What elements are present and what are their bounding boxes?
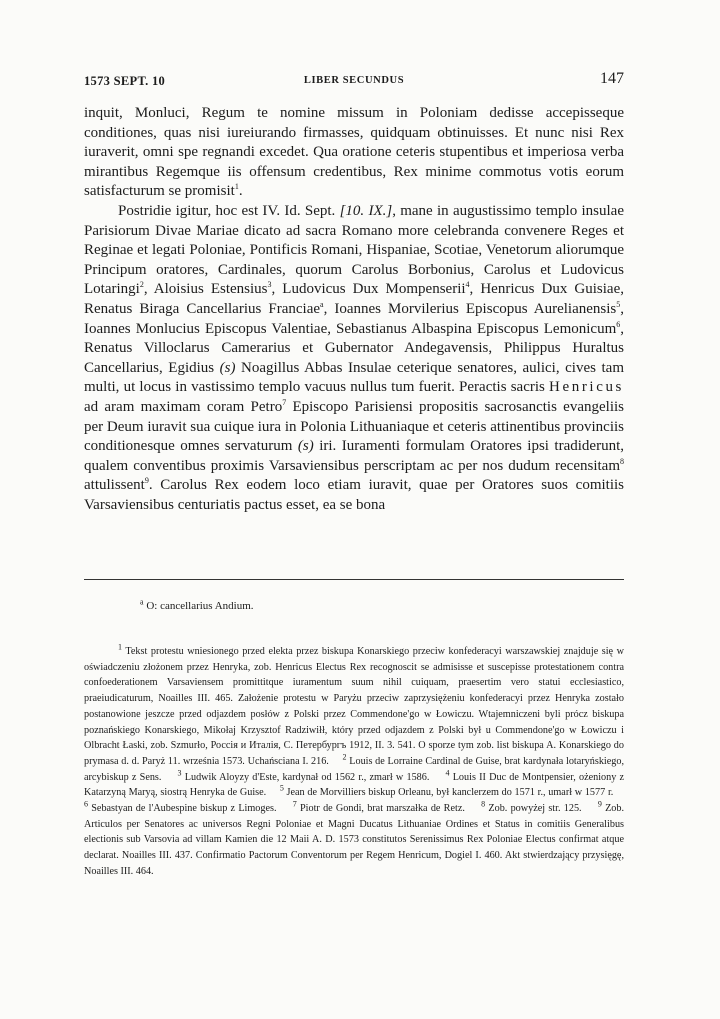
text-run: attulissent bbox=[84, 477, 145, 494]
footnote-9: Zob. Articulos per Senatores ac universos Regni Poloniae et Magni Ducatus Lithuaniae Ordines et Status in comitiis Generalibus electionis sub Varsovia ad villam Kamien die 12 Maii A. D. 1573 constitutos Serenissimus Rex Poloniae Electus confirmat atque declarat. Noailles III. 437. Confirmatio Pactorum Conventorum per Regem Henricum, Dogiel I. 460. Akt stwierdzający przysięgę, Noailles III. 464. bbox=[84, 803, 625, 877]
footnote-6: Sebastyan de l'Aubespine biskup z Limoges. bbox=[91, 803, 277, 815]
footnote-ref-6: 6 bbox=[616, 319, 621, 329]
footnote-num-5: 5 bbox=[279, 783, 284, 793]
header-book-title: LIBER SECUNDUS bbox=[303, 75, 405, 86]
footnotes bbox=[84, 644, 624, 880]
text-run: , Henricus Dux Guisiae, Renatus Biraga Cancellarius Franciae bbox=[84, 281, 624, 317]
footnote-4: Louis II Duc de Montpensier, ożeniony z Katarzyną Maryą, siostrą Henryka de Guise. bbox=[84, 771, 625, 799]
footnote-num-9: 9 bbox=[597, 799, 602, 809]
editor-date: [10. IX.] bbox=[339, 202, 393, 219]
text-run: Postridie igitur, hoc est IV. Id. Sept. bbox=[118, 202, 340, 219]
footnote-num-1: 1 bbox=[118, 642, 122, 652]
footnote-7: Piotr de Gondi, brat marszałka de Retz. bbox=[300, 803, 465, 815]
footnote-8: Zob. powyżej str. 125. bbox=[488, 803, 582, 815]
text-run: , Ludovicus Dux Mompenserii bbox=[271, 281, 466, 298]
footnote-num-7: 7 bbox=[292, 799, 297, 809]
footnote-num-6: 6 bbox=[84, 799, 88, 809]
footnote-ref-9: 9 bbox=[144, 476, 149, 486]
footnote-2: Louis de Lorraine Cardinal de Guise, brat kardynała lotaryńskiego, arcybiskup z Sens. bbox=[84, 755, 624, 783]
text-run: iri. Iuramenti formulam Oratores ipsi tradiderunt, qualem conventibus proximis Varsaviensibus perscriptam ac per nos dudum recensitam bbox=[84, 438, 624, 474]
text-run: , mane in augustissimo templo insulae Parisiorum Divae Mariae dicato ad sacra Romano more celebranda convenere Reges et Reginae et legati Poloniae, Pontificis Romani, Hispaniae, Scotiae, Venetorum aliorumque Principum oratores, Cardinales, quorum Carolus Borbonius, Carolus et Ludovicus Lotaringi bbox=[84, 202, 624, 298]
footnote-ref-3: 3 bbox=[267, 280, 272, 290]
text-run: . Carolus Rex eodem loco etiam iuravit, quae per Oratores suos comitiis Varsaviensibus centuriatis pactus esset, ea se bona bbox=[84, 477, 624, 513]
footnote-5: Jean de Morvilliers biskup Orleanu, był kanclerzem do 1571 r., umarł w 1577 r. bbox=[286, 787, 614, 799]
variant-text: O: cancellarius Andium. bbox=[146, 600, 254, 612]
text-run: , Aloisius Estensius bbox=[143, 281, 268, 298]
text-run: , Ioannes Morvilerius Episcopus Aurelianensis bbox=[323, 300, 617, 317]
text-run: , Renatus Villoclarus Camerarius et Gubernator Andegavensis, Philippus Huraltus Cancellarius, Egidius bbox=[84, 320, 624, 376]
text-run: , Ioannes Monlucius Episcopus Valentiae, Sebastianus Albaspina Episcopus Lemonicum bbox=[84, 300, 624, 337]
footnote-ref-5: 5 bbox=[616, 299, 621, 309]
header-date: 1573 SEPT. 10 bbox=[84, 74, 166, 88]
editor-mark: (s) bbox=[219, 359, 236, 376]
footnote-ref-7: 7 bbox=[282, 397, 287, 407]
footnote-num-3: 3 bbox=[177, 768, 182, 778]
variant-note bbox=[140, 597, 254, 612]
footnote-ref-4: 4 bbox=[465, 280, 470, 290]
spaced-name-henricus: Henricus bbox=[549, 379, 624, 396]
footnote-divider bbox=[84, 579, 624, 580]
footnote-ref-8: 8 bbox=[620, 456, 624, 466]
text-run: Episcopo Parisiensi propositis sacrosanctis evangeliis per Deum iuravit sua cuique iura in Polonia Lithuaniaque et ceteris attinentibus provinciis conditionesque omnes servaturum bbox=[84, 398, 624, 455]
footnote-ref-1: 1 bbox=[234, 182, 239, 192]
text-run: . bbox=[238, 183, 243, 200]
text-run: Noagillus Abbas Insulae ceterique senatores, aulici, cives tam multi, ut locus in vastissimo templo vacuus nullus tum fuerit. Peractis sacris bbox=[84, 359, 624, 396]
footnote-3: Ludwik Aloyzy d'Este, kardynał od 1562 r., zmarł w 1586. bbox=[184, 771, 430, 783]
variant-ref-a: a bbox=[320, 299, 324, 309]
footnote-1: Tekst protestu wniesionego przed elekta przez biskupa Konarskiego przeciw konfederacyi warszawskiej znajduje się w oświadczeniu złożonem przez Henryka, zob. Henricus Electus Rex recognoscit se admisisse et suscepisse protestationem contra confoederationem Varsaviensem promittitque iuramentum suum nihil cuiquam, praesertim vero statui ecclesiastico, praeiudicaturum, Noailles III. 465. Założenie protestu w Paryżu przeciw zaprzysiężeniu konfederacyi przez Henryka zostało postanowione jeszcze przed odjazdem posłów z Polski przez Commendone'go w Łowiczu. Wtajemniczeni byli prócz biskupa poznańskiego Konarskiego, Mikołaj Krzysztof Radziwiłł, który przed odjazdem z Polski był u Commendone'go w Łowiczu i Olbracht Łaski, zob. Szmurło, Россія и Италія, С. Петербургъ 1912, II. 3. 541. O sporze tym zob. list biskupa A. Konarskiego do prymasa d. d. Paryż 11. września 1573. Uchańsciana I. 216. bbox=[84, 646, 624, 767]
footnote-num-4: 4 bbox=[445, 768, 450, 778]
text-run: ad aram maximam coram Petro bbox=[84, 398, 283, 415]
main-text bbox=[84, 104, 624, 515]
footnote-num-2: 2 bbox=[342, 752, 347, 762]
paragraph-1 bbox=[84, 104, 624, 202]
footnote-ref-2: 2 bbox=[139, 280, 144, 290]
footnote-block bbox=[84, 644, 624, 880]
paragraph-2 bbox=[84, 202, 624, 516]
text-run: inquit, Monluci, Regum te nomine missum in Poloniam dedisse accepisseque conditiones, quas nisi iureiurando firmasses, quidquam obtinuisses. Et nunc nisi Rex iuraverit, omni spe regnandi excedet. Qua oratione ceteris stupentibus et imperiosa verba mirantibus Regemque iis offensum credentibus, Rex minime commotus votis eorum satisfacturum se promisit bbox=[84, 105, 624, 200]
running-header bbox=[84, 70, 624, 92]
footnote-num-8: 8 bbox=[481, 799, 486, 809]
editor-mark: (s) bbox=[297, 438, 314, 455]
page-number: 147 bbox=[600, 70, 624, 87]
variant-mark: a bbox=[140, 597, 144, 607]
